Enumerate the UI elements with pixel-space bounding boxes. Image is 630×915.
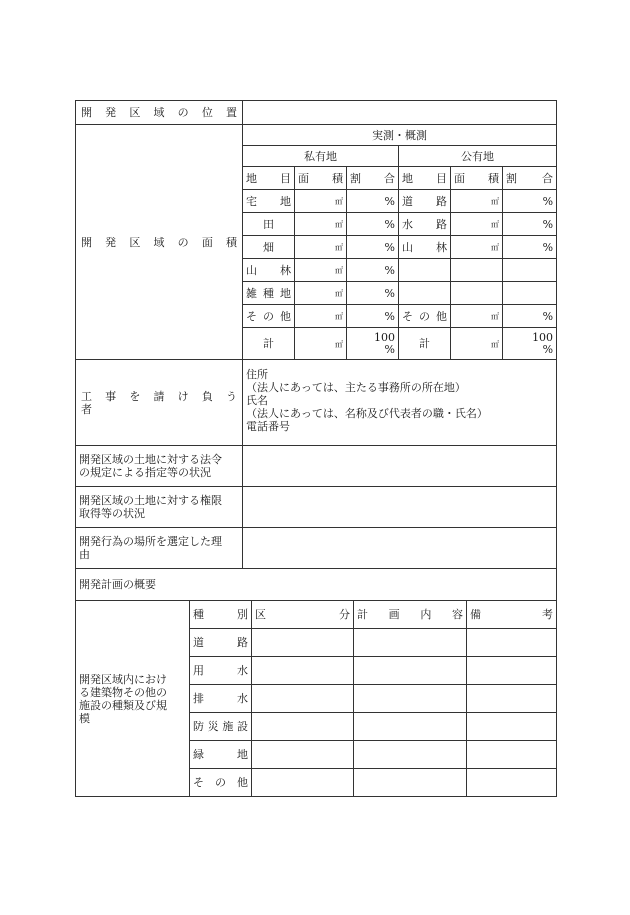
facility-kubun-cell[interactable] — [252, 657, 354, 685]
private-land-name: 雑種地 — [243, 282, 295, 305]
sqm-unit: ㎡ — [335, 243, 343, 252]
private-pct-cell[interactable] — [347, 190, 399, 213]
sqm-unit: ㎡ — [335, 339, 343, 349]
private-pct-cell[interactable] — [347, 305, 399, 328]
area-label: 開 発 区 域 の 面 積 — [76, 125, 243, 360]
pct-unit: % — [384, 240, 395, 254]
legal-status-label-line: 開発区域の土地に対する法令 — [79, 453, 222, 466]
rights-row — [76, 487, 557, 528]
public-land-name: 水 路 — [399, 213, 451, 236]
public-empty-cell[interactable] — [451, 282, 503, 305]
pct-symbol: % — [542, 342, 554, 356]
rights-label-line: 取得等の状況 — [79, 507, 145, 520]
development-permit-form — [75, 100, 556, 797]
col-biko-right: 考 — [542, 608, 553, 621]
facilities-label-line: る建築物その他の — [79, 685, 167, 699]
col-kubun-right: 分 — [339, 608, 350, 621]
private-total-label: 計 — [243, 328, 295, 360]
pct-unit: % — [542, 217, 554, 231]
public-empty-cell[interactable] — [399, 259, 451, 282]
plan-overview-row — [76, 569, 557, 601]
sqm-unit: ㎡ — [335, 312, 343, 321]
private-total-pct — [347, 328, 399, 360]
sqm-unit: ㎡ — [491, 339, 499, 349]
private-area-cell[interactable] — [295, 213, 347, 236]
legal-status-label — [76, 446, 243, 487]
pct-unit: % — [384, 309, 395, 323]
facility-biko-cell[interactable] — [467, 741, 557, 769]
public-total-area[interactable] — [451, 328, 503, 360]
facility-kind: 道 路 — [190, 629, 252, 657]
facility-biko-cell[interactable] — [467, 769, 557, 797]
private-area-cell[interactable] — [295, 190, 347, 213]
pct-unit: % — [384, 194, 395, 208]
reason-label-line: 由 — [79, 548, 90, 561]
pct-unit: % — [542, 240, 554, 254]
facility-kind: そ の 他 — [190, 769, 252, 797]
public-land-name: 山 林 — [399, 236, 451, 259]
sqm-unit: ㎡ — [491, 197, 499, 206]
col-kind: 種 別 — [190, 601, 252, 629]
pct-unit: % — [384, 286, 395, 300]
public-pct-cell[interactable] — [503, 236, 557, 259]
sqm-unit: ㎡ — [335, 266, 343, 275]
public-col-chimoku: 地 目 — [399, 167, 451, 190]
col-plan: 計 画 内 容 — [354, 601, 467, 629]
private-land-name: 宅 地 — [243, 190, 295, 213]
sqm-unit: ㎡ — [491, 312, 499, 321]
pct-number: 100 — [374, 330, 395, 344]
public-area-cell[interactable] — [451, 236, 503, 259]
pct-symbol: % — [384, 342, 395, 356]
private-pct-cell[interactable] — [347, 282, 399, 305]
private-pct-cell[interactable] — [347, 236, 399, 259]
facilities-label-line: 模 — [79, 711, 90, 725]
reason-label — [76, 528, 243, 569]
contractor-line: 電話番号 — [246, 420, 290, 433]
rights-label-line: 開発区域の土地に対する権限 — [79, 494, 222, 507]
survey-header: 実測・概測 — [243, 125, 557, 146]
facility-biko-cell[interactable] — [467, 685, 557, 713]
public-land-name: 道 路 — [399, 190, 451, 213]
private-col-chimoku: 地 目 — [243, 167, 295, 190]
survey-row — [76, 125, 557, 146]
facility-kubun-cell[interactable] — [252, 741, 354, 769]
sqm-unit: ㎡ — [491, 243, 499, 252]
private-land-name: その他 — [243, 305, 295, 328]
private-header: 私有地 — [243, 146, 399, 167]
facility-kind: 排 水 — [190, 685, 252, 713]
public-empty-cell[interactable] — [503, 259, 557, 282]
private-col-wariai: 割 合 — [347, 167, 399, 190]
facility-kind: 用 水 — [190, 657, 252, 685]
col-kubun — [252, 601, 354, 629]
public-pct-cell[interactable] — [503, 190, 557, 213]
pct-unit: % — [384, 217, 395, 231]
contractor-value[interactable] — [243, 360, 557, 446]
public-pct-cell[interactable] — [503, 213, 557, 236]
rights-value[interactable] — [243, 487, 557, 528]
contractor-row — [76, 360, 557, 446]
facility-plan-cell[interactable] — [354, 713, 467, 741]
public-empty-cell[interactable] — [503, 282, 557, 305]
sqm-unit: ㎡ — [335, 289, 343, 298]
facilities-label-line: 施設の種類及び規 — [79, 698, 167, 712]
position-row — [76, 101, 557, 125]
private-land-name: 畑 — [243, 236, 295, 259]
private-area-cell[interactable] — [295, 236, 347, 259]
private-pct-cell[interactable] — [347, 259, 399, 282]
private-area-cell[interactable] — [295, 259, 347, 282]
contractor-line: 住所 — [246, 368, 268, 381]
private-pct-cell[interactable] — [347, 213, 399, 236]
public-total-pct — [503, 328, 557, 360]
facilities-table — [75, 600, 557, 797]
facility-biko-cell[interactable] — [467, 629, 557, 657]
private-land-name: 田 — [243, 213, 295, 236]
public-land-name: その他 — [399, 305, 451, 328]
public-empty-cell[interactable] — [399, 282, 451, 305]
pct-unit: % — [542, 309, 554, 323]
rights-label — [76, 487, 243, 528]
facilities-label — [76, 601, 190, 797]
position-label: 開 発 区 域 の 位 置 — [76, 101, 243, 125]
facility-kind: 緑 地 — [190, 741, 252, 769]
sqm-unit: ㎡ — [335, 197, 343, 206]
facility-plan-cell[interactable] — [354, 657, 467, 685]
legal-status-label-line: の規定による指定等の状況 — [79, 466, 211, 479]
public-col-menseki: 面 積 — [451, 167, 503, 190]
sqm-unit: ㎡ — [491, 220, 499, 229]
facility-plan-cell[interactable] — [354, 741, 467, 769]
public-col-wariai: 割 合 — [503, 167, 557, 190]
private-col-menseki: 面 積 — [295, 167, 347, 190]
pct-unit: % — [542, 194, 554, 208]
plan-overview-heading: 開発計画の概要 — [76, 569, 557, 601]
contractor-label: 工 事 を 請 け 負 う 者 — [76, 360, 243, 446]
col-biko — [467, 601, 557, 629]
facility-kind: 防災施設 — [190, 713, 252, 741]
facility-kubun-cell[interactable] — [252, 769, 354, 797]
facility-plan-cell[interactable] — [354, 629, 467, 657]
facility-biko-cell[interactable] — [467, 657, 557, 685]
reason-row — [76, 528, 557, 569]
facilities-header-row — [76, 601, 557, 629]
public-area-cell[interactable] — [451, 305, 503, 328]
facility-plan-cell[interactable] — [354, 769, 467, 797]
facility-biko-cell[interactable] — [467, 713, 557, 741]
facilities-label-line: 開発区域内におけ — [79, 672, 167, 686]
sqm-unit: ㎡ — [335, 220, 343, 229]
facility-kubun-cell[interactable] — [252, 685, 354, 713]
legal-status-value[interactable] — [243, 446, 557, 487]
public-header: 公有地 — [399, 146, 557, 167]
private-total-area[interactable] — [295, 328, 347, 360]
col-biko-left: 備 — [470, 608, 481, 621]
facility-kubun-cell[interactable] — [252, 629, 354, 657]
contractor-line: 氏名 — [246, 394, 268, 407]
public-total-label: 計 — [399, 328, 451, 360]
private-land-name: 山 林 — [243, 259, 295, 282]
contractor-line: （法人にあっては、主たる事務所の所在地） — [246, 381, 466, 394]
contractor-line: （法人にあっては、名称及び代表者の職・氏名） — [246, 407, 488, 420]
legal-status-row — [76, 446, 557, 487]
reason-label-line: 開発行為の場所を選定した理 — [79, 535, 222, 548]
public-area-cell[interactable] — [451, 213, 503, 236]
private-area-cell[interactable] — [295, 305, 347, 328]
col-kubun-left: 区 — [255, 608, 266, 621]
facility-kubun-cell[interactable] — [252, 713, 354, 741]
facility-plan-cell[interactable] — [354, 685, 467, 713]
public-area-cell[interactable] — [451, 190, 503, 213]
public-pct-cell[interactable] — [503, 305, 557, 328]
position-value[interactable] — [243, 101, 557, 125]
public-empty-cell[interactable] — [451, 259, 503, 282]
private-area-cell[interactable] — [295, 282, 347, 305]
reason-value[interactable] — [243, 528, 557, 569]
pct-number: 100 — [532, 330, 554, 344]
upper-table — [75, 100, 557, 601]
pct-unit: % — [384, 263, 395, 277]
